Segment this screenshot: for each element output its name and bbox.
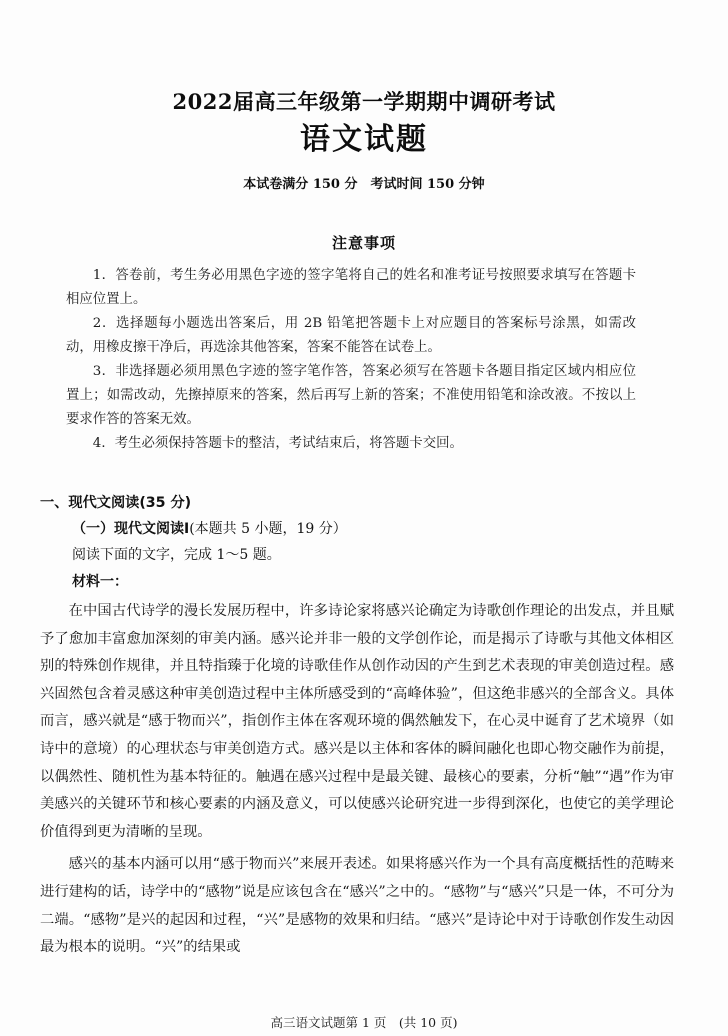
reading-instruction: 阅读下面的文字，完成 1～5 题。 <box>72 547 281 563</box>
notice-item: 4．考生必须保持答题卡的整洁，考试结束后，将答题卡交回。 <box>92 436 463 451</box>
notice-item: 3．非选择题必须用黑色字迹的签字笔作答，答案必须写在答题卡各题目指定区域内相应位置上；如需改动，先擦掉原来的答案，然后再写上新的答案；不准使用铅笔和涂改液。不按以上要求作答的答案无效。 <box>66 364 636 427</box>
notice-item: 1．答卷前，考生务必用黑色字迹的签字笔将自己的姓名和准考证号按照要求填写在答题卡相应位置上。 <box>66 268 636 307</box>
paragraph: 在中国古代诗学的漫长发展历程中，许多诗论家将感兴论确定为诗歌创作理论的出发点，并且赋予了愈加丰富愈加深刻的审美内涵。感兴论并非一般的文学创作论，而是揭示了诗歌与其他文体相区别的特殊创作规律，并且特指臻于化境的诗歌佳作从创作动因的产生到艺术表现的审美创造过程。感兴固然包含着灵感这种审美创造过程中主体所感受到的“高峰体验”，但这绝非感兴的全部含义。具体而言，感兴就是“感于物而兴”，指创作主体在客观环境的偶然触发下，在心灵中诞育了艺术境界（如诗中的意境）的心理状态与审美创造方式。感兴是以主体和客体的瞬间融化也即心物交融作为前提，以偶然性、随机性为基本特征的。触遇在感兴过程中是最关键、最核心的要素，分析“触”“遇”作为审美感兴的关键环节和核心要素的内涵及意义，可以使感兴论研究进一步得到深化，也使它的美学理论价值得到更为清晰的呈现。 <box>40 603 674 840</box>
material-text <box>40 598 674 967</box>
sub-section-heading <box>72 518 347 538</box>
page-footer: 高三语文试题第 1 页 (共 10 页) <box>270 1015 458 1030</box>
exam-meta: 本试卷满分 150 分 考试时间 150 分钟 <box>243 177 485 192</box>
material-label: 材料一： <box>72 574 128 590</box>
section-heading: 一、现代文阅读(35 分) <box>40 495 192 511</box>
exam-title: 2022届高三年级第一学期期中调研考试 <box>172 89 556 114</box>
notice-list <box>66 264 636 456</box>
paragraph: 感兴的基本内涵可以用“感于物而兴”来展开表述。如果将感兴作为一个具有高度概括性的范畴来进行建构的话，诗学中的“感物”说是应该包含在“感兴”之中的。“感物”与“感兴”只是一体，不可分为二端。“感物”是兴的起因和过程，“兴”是感物的效果和归结。“感兴”是诗论中对于诗歌创作发生动因最为根本的说明。“兴”的结果或 <box>40 856 674 956</box>
notice-title: 注意事项 <box>331 234 396 252</box>
sub-section-note: (本题共 5 小题，19 分） <box>189 521 347 537</box>
sub-section-title: （一）现代文阅读Ⅰ <box>72 521 190 537</box>
subject-title: 语文试题 <box>300 122 428 157</box>
notice-item: 2．选择题每小题选出答案后，用 2B 铅笔把答题卡上对应题目的答案标号涂黑，如需改动，用橡皮擦干净后，再选涂其他答案，答案不能答在试卷上。 <box>66 316 636 355</box>
